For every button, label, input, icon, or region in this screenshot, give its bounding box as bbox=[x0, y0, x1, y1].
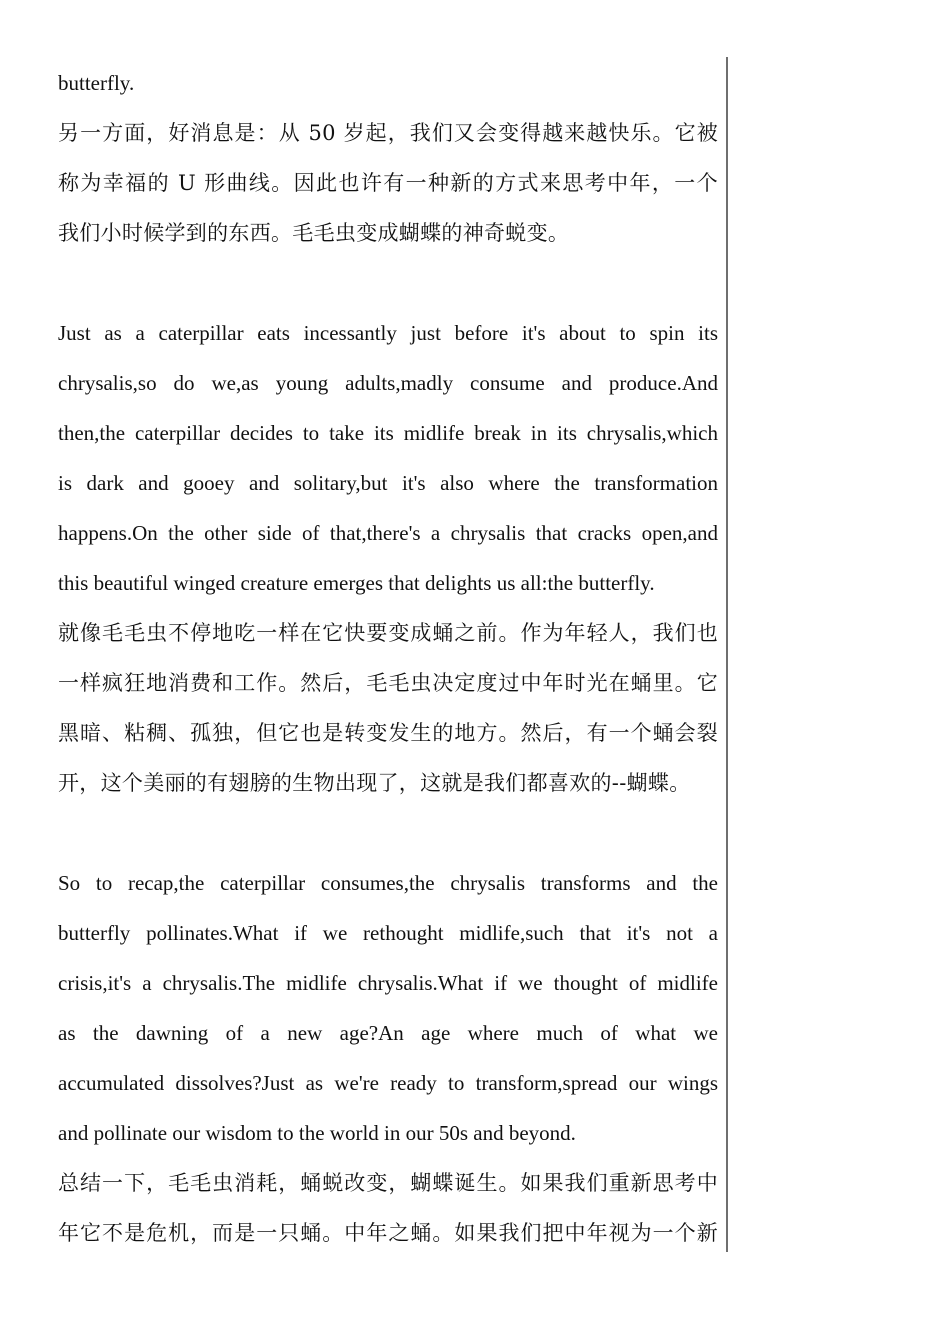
text-line: 总结一下，毛毛虫消耗，蛹蜕改变，蝴蝶诞生。如果我们重新思考中 bbox=[58, 1171, 718, 1195]
text-line: and pollinate our wisdom to the world in our 50s and beyond. bbox=[58, 1121, 576, 1145]
text-line: Just as a caterpillar eats incessantly just before it's about to spin its bbox=[58, 321, 718, 345]
paragraph-gap bbox=[58, 808, 718, 858]
text-line: then,the caterpillar decides to take its midlife break in its chrysalis,which bbox=[58, 421, 718, 445]
text-line: happens.On the other side of that,there's a chrysalis that cracks open,and bbox=[58, 521, 718, 545]
text-line: as the dawning of a new age?An age where much of what we bbox=[58, 1021, 718, 1045]
text-line: chrysalis,so do we,as young adults,madly consume and produce.And bbox=[58, 371, 718, 395]
text-line: 黑暗、粘稠、孤独，但它也是转变发生的地方。然后，有一个蛹会裂 bbox=[58, 721, 718, 745]
text-line: accumulated dissolves?Just as we're ready to transform,spread our wings bbox=[58, 1071, 718, 1095]
text-line: 开，这个美丽的有翅膀的生物出现了，这就是我们都喜欢的--蝴蝶。 bbox=[58, 771, 691, 795]
text-line: 另一方面，好消息是：从 50 岁起，我们又会变得越来越快乐。它被 bbox=[58, 121, 718, 145]
text-line: 我们小时候学到的东西。毛毛虫变成蝴蝶的神奇蜕变。 bbox=[58, 221, 570, 245]
text-line: crisis,it's a chrysalis.The midlife chrysalis.What if we thought of midlife bbox=[58, 971, 718, 995]
text-line: 称为幸福的 U 形曲线。因此也许有一种新的方式来思考中年，一个 bbox=[58, 171, 718, 195]
text-line: 就像毛毛虫不停地吃一样在它快要变成蛹之前。作为年轻人，我们也 bbox=[58, 621, 718, 645]
paragraph-gap bbox=[58, 258, 718, 308]
text-line: is dark and gooey and solitary,but it's also where the transformation bbox=[58, 471, 718, 495]
text-line: So to recap,the caterpillar consumes,the chrysalis transforms and the bbox=[58, 871, 718, 895]
text-line: 一样疯狂地消费和工作。然后，毛毛虫决定度过中年时光在蛹里。它 bbox=[58, 671, 718, 695]
document-body bbox=[58, 58, 718, 1258]
text-line: butterfly. bbox=[58, 71, 135, 95]
text-line: 年它不是危机，而是一只蛹。中年之蛹。如果我们把中年视为一个新 bbox=[58, 1221, 718, 1245]
text-line: this beautiful winged creature emerges that delights us all:the butterfly. bbox=[58, 571, 655, 595]
page-margin-line bbox=[726, 57, 728, 1252]
text-line: butterfly pollinates.What if we rethought midlife,such that it's not a bbox=[58, 921, 718, 945]
